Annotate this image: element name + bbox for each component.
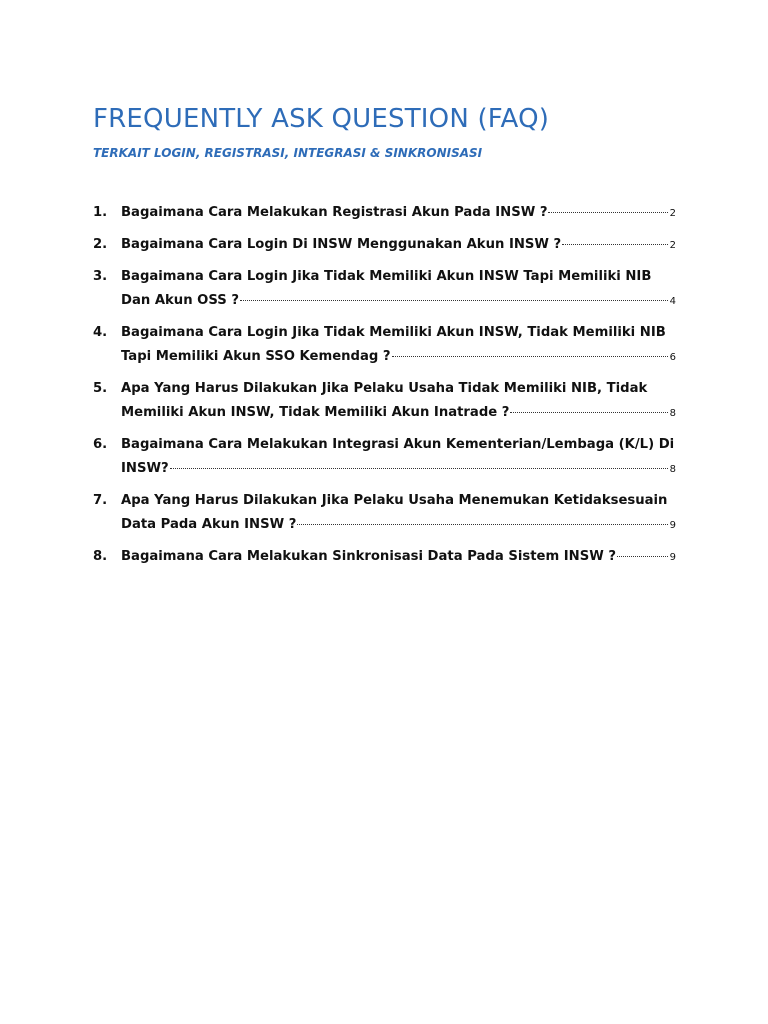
toc-entry-text <box>121 489 676 538</box>
dot-leader <box>562 244 667 245</box>
toc-page-number: 9 <box>669 552 676 563</box>
toc-entry-number: 1. <box>93 205 108 220</box>
toc-entry[interactable] <box>93 433 676 482</box>
toc-entry[interactable] <box>93 265 676 314</box>
toc-entry-text <box>121 377 676 426</box>
toc-entry-number: 7. <box>93 493 108 508</box>
toc-entry-text <box>121 265 676 314</box>
toc-page-number: 8 <box>669 408 676 419</box>
toc-entry-text <box>121 321 676 370</box>
toc-entry[interactable] <box>93 489 676 538</box>
toc-entry-number: 4. <box>93 325 108 340</box>
toc-entry-line: INSW? <box>121 461 169 476</box>
toc-entry[interactable] <box>93 233 676 258</box>
toc-entry-line: Tapi Memiliki Akun SSO Kemendag ? <box>121 349 391 364</box>
toc-entry[interactable] <box>93 545 676 570</box>
toc-entry-number: 2. <box>93 237 108 252</box>
dot-leader <box>510 412 667 413</box>
toc-page-number: 9 <box>669 520 676 531</box>
page-subtitle: TERKAIT LOGIN, REGISTRASI, INTEGRASI & SINKRONISASI <box>93 146 483 160</box>
toc-entry-line: Dan Akun OSS ? <box>121 293 240 308</box>
toc-entry-text <box>121 201 676 226</box>
dot-leader <box>617 556 668 557</box>
toc-entry-last-line <box>121 233 676 258</box>
toc-page-number: 8 <box>669 464 676 475</box>
dot-leader <box>548 212 667 213</box>
toc-entry-last-line <box>121 289 676 314</box>
toc-entry-text <box>121 233 676 258</box>
toc-page-number: 4 <box>669 296 676 307</box>
toc-entry-line: Bagaimana Cara Melakukan Integrasi Akun Kementerian/Lembaga (K/L) Di <box>121 437 675 452</box>
dot-leader <box>297 524 667 525</box>
toc-entry-last-line <box>121 345 676 370</box>
toc-entry-last-line <box>121 401 676 426</box>
toc-entry-number: 8. <box>93 549 108 564</box>
toc-entry[interactable] <box>93 377 676 426</box>
toc-entry-line: Data Pada Akun INSW ? <box>121 517 297 532</box>
toc-page-number: 6 <box>669 352 676 363</box>
dot-leader <box>240 300 668 301</box>
toc-page-number: 2 <box>669 240 676 251</box>
toc-entry-number: 6. <box>93 437 108 452</box>
toc-entry-line: Apa Yang Harus Dilakukan Jika Pelaku Usaha Menemukan Ketidaksesuain <box>121 493 668 508</box>
dot-leader <box>392 356 668 357</box>
toc-entry-last-line <box>121 513 676 538</box>
toc-entry-line: Bagaimana Cara Melakukan Registrasi Akun Pada INSW ? <box>121 205 548 220</box>
dot-leader <box>170 468 668 469</box>
toc-entry-number: 3. <box>93 269 108 284</box>
toc-entry-line: Bagaimana Cara Login Di INSW Menggunakan Akun INSW ? <box>121 237 562 252</box>
toc-entry-line: Bagaimana Cara Melakukan Sinkronisasi Data Pada Sistem INSW ? <box>121 549 617 564</box>
page-title: FREQUENTLY ASK QUESTION (FAQ) <box>93 104 550 134</box>
toc-entry-last-line <box>121 545 676 570</box>
toc-entry-text <box>121 545 676 570</box>
toc-page-number: 2 <box>669 208 676 219</box>
toc-entry-line: Apa Yang Harus Dilakukan Jika Pelaku Usaha Tidak Memiliki NIB, Tidak <box>121 381 648 396</box>
toc-entry[interactable] <box>93 201 676 226</box>
toc-entry[interactable] <box>93 321 676 370</box>
toc-entry-line: Bagaimana Cara Login Jika Tidak Memiliki Akun INSW Tapi Memiliki NIB <box>121 269 652 284</box>
table-of-contents <box>93 201 676 577</box>
toc-entry-line: Memiliki Akun INSW, Tidak Memiliki Akun Inatrade ? <box>121 405 510 420</box>
toc-entry-last-line <box>121 201 676 226</box>
toc-entry-last-line <box>121 457 676 482</box>
toc-entry-number: 5. <box>93 381 108 396</box>
toc-entry-text <box>121 433 676 482</box>
toc-entry-line: Bagaimana Cara Login Jika Tidak Memiliki Akun INSW, Tidak Memiliki NIB <box>121 325 666 340</box>
